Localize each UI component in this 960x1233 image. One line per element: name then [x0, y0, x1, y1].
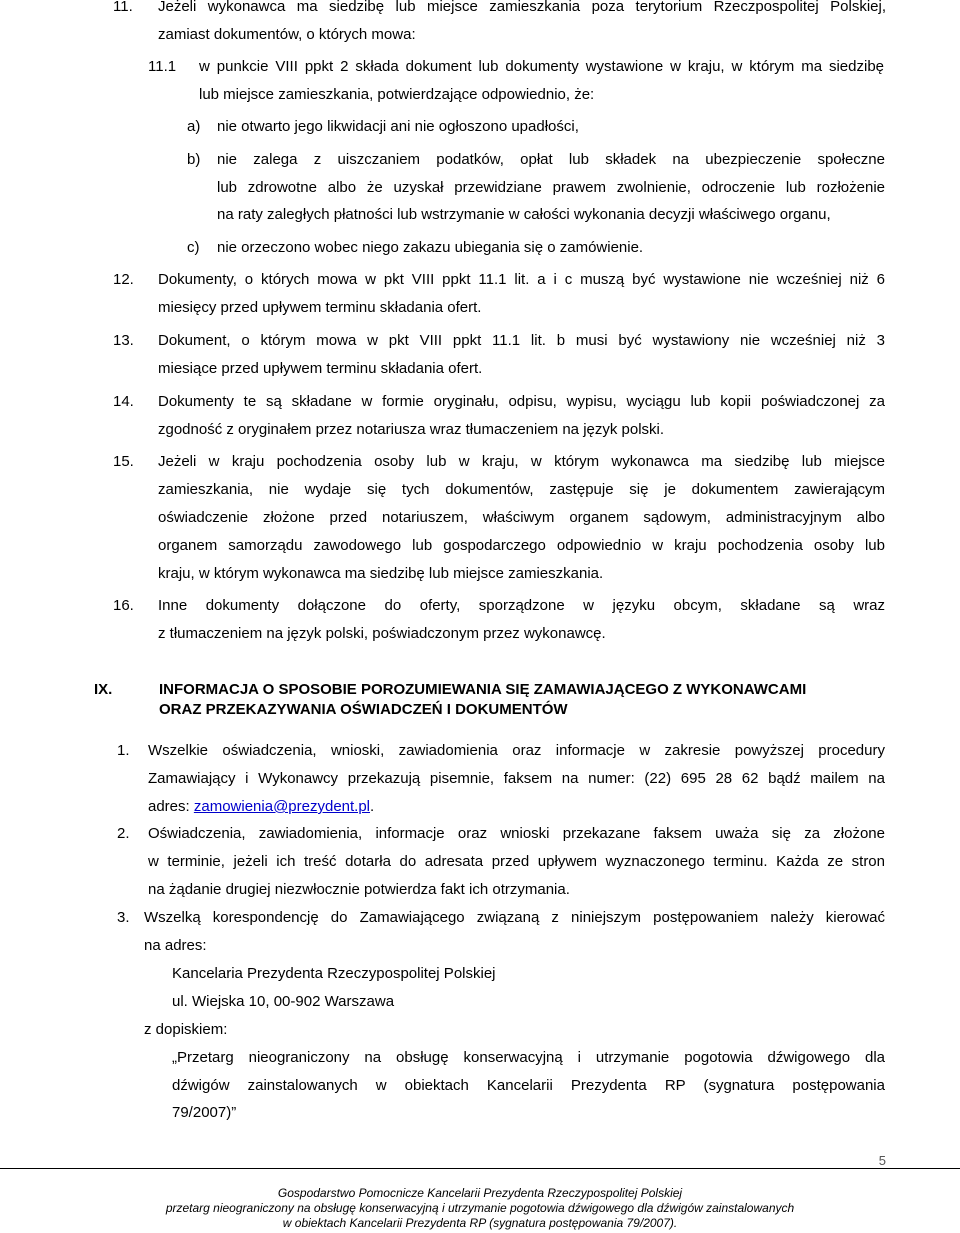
item-11-line-1: Jeżeli wykonawca ma siedzibę lub miejsce zamieszkania poza terytorium Rzeczpospolitej Polskiej, — [158, 0, 886, 15]
email-link[interactable]: zamowienia@prezydent.pl — [193, 798, 371, 815]
section-p2-line-3: na żądanie drugiej niezwłocznie potwierdza fakt ich otrzymania. — [148, 881, 570, 898]
section-p1-line-1: Wszelkie oświadczenia, wnioski, zawiadomienia oraz informacje w zakresie powyższej procedury — [148, 742, 885, 759]
section-p1-line-3 — [148, 798, 374, 816]
item-b-line-1: nie zalega z uiszczaniem podatków, opłat lub składek na ubezpieczenie społeczne — [217, 151, 885, 168]
section-title-line-1: INFORMACJA O SPOSOBIE POROZUMIEWANIA SIĘ ZAMAWIAJĄCEGO Z WYKONAWCAMI — [159, 681, 807, 698]
item-14-number: 14. — [113, 393, 134, 410]
section-p2-number: 2. — [117, 825, 130, 842]
item-13-line-1: Dokument, o którym mowa w pkt VIII ppkt 11.1 lit. b musi być wystawiony nie wcześniej niż 3 — [158, 332, 885, 349]
item-16-line-2: z tłumaczeniem na język polski, poświadczonym przez wykonawcę. — [158, 625, 606, 642]
section-p3-line-2: na adres: — [144, 937, 207, 954]
item-a-label: a) — [187, 118, 201, 135]
item-15-line-2: zamieszkania, nie wydaje się tych dokumentów, zastępuje się je dokumentem zawierającym — [158, 481, 885, 498]
item-c-text: nie orzeczono wobec niego zakazu ubiegania się o zamówienie. — [217, 239, 644, 256]
quote-line-3: 79/2007)” — [172, 1104, 237, 1121]
item-15-line-3: oświadczenie złożone przed notariuszem, właściwym organem sądowym, administracyjnym albo — [158, 509, 885, 526]
footer-line-1: Gospodarstwo Pomocnicze Kancelarii Prezydenta Rzeczypospolitej Polskiej — [277, 1186, 683, 1200]
item-c-label: c) — [187, 239, 200, 256]
item-16-number: 16. — [113, 597, 134, 614]
footer-line-3: w obiektach Kancelarii Prezydenta RP (sygnatura postępowania 79/2007). — [282, 1216, 678, 1230]
quote-line-1: „Przetarg nieograniczony na obsługę konserwacyjną i utrzymanie pogotowia dźwigowego dla — [172, 1049, 885, 1066]
item-14-line-1: Dokumenty te są składane w formie oryginału, odpisu, wypisu, wyciągu lub kopii poświadczonej za — [158, 393, 885, 410]
item-13-number: 13. — [113, 332, 134, 349]
address-line-1: Kancelaria Prezydenta Rzeczypospolitej Polskiej — [172, 965, 496, 982]
item-11-number: 11. — [113, 0, 133, 15]
section-p2-line-1: Oświadczenia, zawiadomienia, informacje oraz wnioski przekazane faksem uważa się za złożone — [148, 825, 885, 842]
item-15-line-5: kraju, w którym wykonawca ma siedzibę lub miejsce zamieszkania. — [158, 565, 604, 582]
footer-divider — [0, 1168, 960, 1169]
section-p3-number: 3. — [117, 909, 130, 926]
section-p3-line-1: Wszelką korespondencję do Zamawiającego związaną z niniejszym postępowaniem należy kierować — [144, 909, 885, 926]
note-label: z dopiskiem: — [144, 1021, 228, 1038]
item-12-line-1: Dokumenty, o których mowa w pkt VIII ppkt 11.1 lit. a i c muszą być wystawione nie wcześniej niż 6 — [158, 271, 885, 288]
item-14-line-2: zgodność z oryginałem przez notariusza wraz tłumaczeniem na język polski. — [158, 421, 665, 438]
footer-line-2: przetarg nieograniczony na obsługę konserwacyjną i utrzymanie pogotowia dźwigowego dla dźwigów zainstalowanych — [165, 1201, 795, 1215]
item-11-1-line-1: w punkcie VIII ppkt 2 składa dokument lub dokumenty wystawione w kraju, w którym ma siedzibę — [199, 58, 884, 75]
address-line-2: ul. Wiejska 10, 00-902 Warszawa — [172, 993, 395, 1010]
item-12-line-2: miesięcy przed upływem terminu składania ofert. — [158, 299, 482, 316]
item-b-line-3: na raty zaległych płatności lub wstrzymanie w całości wykonania decyzji właściwego organu, — [217, 206, 831, 223]
address-suffix: . — [370, 798, 375, 815]
section-p1-number: 1. — [117, 742, 130, 759]
section-number: IX. — [94, 681, 113, 698]
section-title-line-2: ORAZ PRZEKAZYWANIA OŚWIADCZEŃ I DOKUMENTÓW — [159, 701, 568, 718]
address-prefix: adres: — [148, 798, 194, 815]
item-a-text: nie otwarto jego likwidacji ani nie ogłoszono upadłości, — [217, 118, 579, 135]
item-11-1-line-2: lub miejsce zamieszkania, potwierdzające odpowiednio, że: — [199, 86, 595, 103]
item-b-label: b) — [187, 151, 201, 168]
item-15-number: 15. — [113, 453, 134, 470]
item-13-line-2: miesiące przed upływem terminu składania ofert. — [158, 360, 483, 377]
item-12-number: 12. — [113, 271, 134, 288]
section-p1-line-2: Zamawiający i Wykonawcy przekazują pisemnie, faksem na numer: (22) 695 28 62 bądź mailem na — [148, 770, 885, 787]
item-11-1-number: 11.1 — [148, 58, 177, 75]
item-15-line-4: organem samorządu zawodowego lub gospodarczego odpowiednio w kraju pochodzenia osoby lub — [158, 537, 885, 554]
item-b-line-2: lub zdrowotne albo że uzyskał przewidziane prawem zwolnienie, odroczenie lub rozłożenie — [217, 179, 885, 196]
section-p2-line-2: w terminie, jeżeli ich treść dotarła do adresata przed upływem wyznaczonego terminu. Każda ze stron — [148, 853, 885, 870]
item-15-line-1: Jeżeli w kraju pochodzenia osoby lub w kraju, w którym wykonawca ma siedzibę lub miejsce — [158, 453, 885, 470]
page-number: 5 — [878, 1153, 886, 1168]
item-11-line-2: zamiast dokumentów, o których mowa: — [158, 26, 416, 43]
item-16-line-1: Inne dokumenty dołączone do oferty, sporządzone w języku obcym, składane są wraz — [158, 597, 885, 614]
quote-line-2: dźwigów zainstalowanych w obiektach Kancelarii Prezydenta RP (sygnatura postępowania — [172, 1077, 885, 1094]
